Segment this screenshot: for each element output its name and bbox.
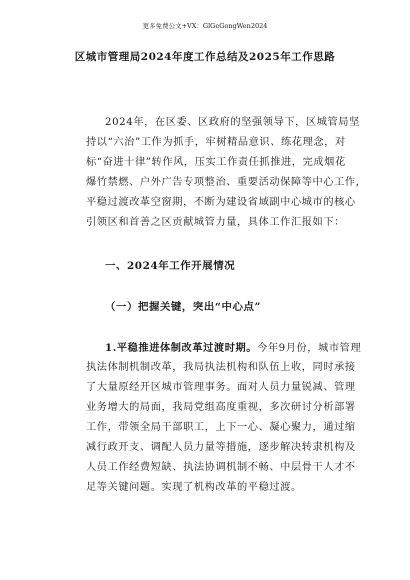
intro-line: 平稳过渡改革空窗期，不断为建设省域副中心城市的核心 — [86, 197, 356, 208]
header-note: 更多免费公文+VX：GlGeGongWen2024 — [142, 22, 268, 30]
subsection-heading: （一）把握关键，突出“中心点” — [105, 301, 262, 313]
intro-line: 爆竹禁燃、户外广告专项整治、重要活动保障等中心工作， — [86, 177, 367, 188]
paragraph-line: 减行政开支、调配人员力量等措施，逐步解决转隶机构及 — [86, 442, 356, 453]
section-heading: 一、2024年工作开展情况 — [105, 260, 236, 272]
paragraph-lead-rest: 今年9月份，城市管理 — [257, 343, 362, 354]
paragraph-line: 人员工作经费短缺、执法协调机制不畅、中层骨干人才不 — [86, 462, 356, 473]
paragraph-line: 了大量原经开区城市管理事务。面对人员力量锐减、管理 — [86, 382, 356, 393]
paragraph-first-line — [105, 341, 361, 356]
intro-line: 标“奋进十律”转作风，压实工作责任抓推进，完成烟花 — [86, 157, 346, 168]
paragraph-line: 工作，带领全局干部职工，上下一心、凝心聚力，通过缩 — [86, 422, 356, 433]
paragraph-line: 足等关键问题。实现了机构改革的平稳过渡。 — [86, 482, 302, 493]
intro-line: 持以“六治”工作为抓手，牢树精品意识、练花理念，对 — [86, 137, 346, 148]
paragraph-line: 业务增大的局面，我局党组高度重视，多次研讨分析部署 — [86, 402, 356, 413]
intro-line: 2024年，在区委、区政府的坚强领导下，区城管局坚 — [105, 117, 360, 128]
paragraph-lead: 1.平稳推进体制改革过渡时期。 — [105, 342, 258, 354]
document-title: 区城市管理局2024年度工作总结及2025年工作思路 — [74, 51, 336, 63]
intro-line: 引领区和首善之区贡献城管力量，具体工作汇报如下： — [86, 217, 345, 228]
paragraph-line: 执法体制机制改革，我局执法机构和队伍上收，同时承接 — [86, 362, 356, 373]
